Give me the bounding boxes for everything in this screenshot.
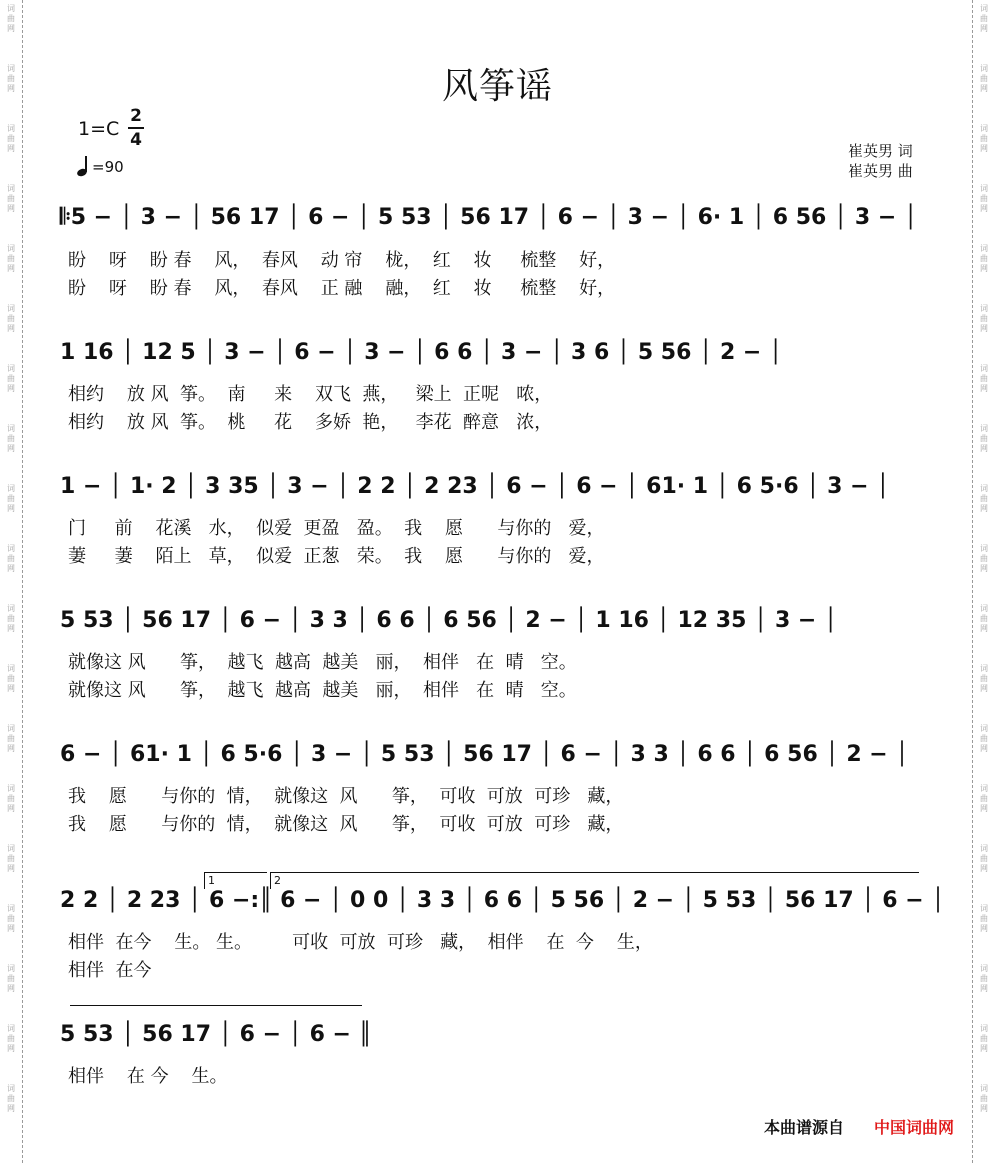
watermark-glyph-stack: 词 曲 网 <box>980 4 988 33</box>
lyric-line-2a: 相约 放 风 筝。 南 来 双飞 燕， 梁上 正呢 哝， <box>68 384 553 405</box>
lyric-line-3b: 萋 萋 陌上 草， 似爱 正葱 荣。 我 愿 与你的 爱， <box>68 546 605 567</box>
watermark-glyph-stack: 词 曲 网 <box>7 4 15 33</box>
watermark-glyph-stack: 词 曲 网 <box>980 124 988 153</box>
second-ending-number: 2 <box>274 874 281 887</box>
notation-line-2: 1 16 │ 12 5 │ 3 − │ 6 − │ 3 − │ 6 6 │ 3 − │ 3 6 │ 5 56 │ 2 − │ <box>60 340 783 365</box>
fraction-bar <box>128 127 144 129</box>
watermark-glyph-stack: 词 曲 网 <box>7 724 15 753</box>
notation-line-1: 𝄆5 − │ 3 − │ 56 17 │ 6 − │ 5 53 │ 56 17 │ 6 − │ 3 − │ 6· 1 │ 6 56 │ 3 − │ <box>60 205 918 230</box>
footer-source-label: 本曲谱源自 <box>764 1118 845 1137</box>
lyric-line-1a: 盼 呀 盼 春 风， 春风 动 帘 栊， 红 妆 梳整 好， <box>68 250 616 271</box>
watermark-glyph-stack: 词 曲 网 <box>7 124 15 153</box>
notation-line-7: 5 53 │ 56 17 │ 6 − │ 6 − ║ <box>60 1022 372 1047</box>
lyric-line-3a: 门 前 花溪 水， 似爱 更盈 盈。 我 愿 与你的 爱， <box>68 518 605 539</box>
watermark-glyph-stack: 词 曲 网 <box>7 1084 15 1113</box>
watermark-glyph-stack: 词 曲 网 <box>7 904 15 933</box>
watermark-glyph-stack: 词 曲 网 <box>7 304 15 333</box>
notation-line-3: 1 − │ 1· 2 │ 3 35 │ 3 − │ 2 2 │ 2 23 │ 6 − │ 6 − │ 61· 1 │ 6 5·6 │ 3 − │ <box>60 474 890 499</box>
key-signature: 1=C <box>78 118 120 140</box>
watermark-glyph-stack: 词 曲 网 <box>980 904 988 933</box>
time-numerator: 2 <box>130 106 142 126</box>
watermark-glyph-stack: 词 曲 网 <box>980 484 988 513</box>
lyric-line-2b: 相约 放 风 筝。 桃 花 多娇 艳， 李花 醉意 浓， <box>68 412 553 433</box>
lyric-line-6a: 相伴 在今 生。 生。 可收 可放 可珍 藏， 相伴 在 今 生， <box>68 932 653 953</box>
quarter-note-icon <box>76 156 90 178</box>
lyric-line-1b: 盼 呀 盼 春 风， 春风 正 融 融， 红 妆 梳整 好， <box>68 278 616 299</box>
watermark-glyph-stack: 词 曲 网 <box>980 244 988 273</box>
tempo-value: =90 <box>92 158 124 176</box>
tempo-marking <box>76 156 124 178</box>
watermark-glyph-stack: 词 曲 网 <box>7 484 15 513</box>
second-ending-bracket <box>270 872 919 889</box>
lyric-line-7a: 相伴 在 今 生。 <box>68 1066 228 1087</box>
footer-site-link[interactable]: 中国词曲网 <box>874 1118 955 1137</box>
watermark-glyph-stack: 词 曲 网 <box>980 544 988 573</box>
watermark-glyph-stack: 词 曲 网 <box>980 1024 988 1053</box>
watermark-glyph-stack: 词 曲 网 <box>980 664 988 693</box>
watermark-glyph-stack: 词 曲 网 <box>7 184 15 213</box>
watermark-glyph-stack: 词 曲 网 <box>980 1084 988 1113</box>
watermark-glyph-stack: 词 曲 网 <box>980 784 988 813</box>
lyric-line-5a: 我 愿 与你的 情， 就像这 风 筝， 可收 可放 可珍 藏， <box>68 786 624 807</box>
watermark-glyph-stack: 词 曲 网 <box>980 304 988 333</box>
watermark-glyph-stack: 词 曲 网 <box>980 184 988 213</box>
lyric-line-4b: 就像这 风 筝， 越飞 越高 越美 丽， 相伴 在 晴 空。 <box>68 680 577 701</box>
song-title: 风筝谣 <box>441 66 553 107</box>
continuation-bracket <box>70 1005 362 1006</box>
first-ending-bracket <box>204 872 267 889</box>
notation-line-5: 6 − │ 61· 1 │ 6 5·6 │ 3 − │ 5 53 │ 56 17 │ 6 − │ 3 3 │ 6 6 │ 6 56 │ 2 − │ <box>60 742 909 767</box>
watermark-glyph-stack: 词 曲 网 <box>7 1024 15 1053</box>
watermark-glyph-stack: 词 曲 网 <box>7 424 15 453</box>
watermark-glyph-stack: 词 曲 网 <box>7 964 15 993</box>
watermark-glyph-stack: 词 曲 网 <box>7 64 15 93</box>
lyric-line-4a: 就像这 风 筝， 越飞 越高 越美 丽， 相伴 在 晴 空。 <box>68 652 577 673</box>
watermark-glyph-stack: 词 曲 网 <box>7 664 15 693</box>
watermark-glyph-stack: 词 曲 网 <box>980 424 988 453</box>
watermark-glyph-stack: 词 曲 网 <box>980 964 988 993</box>
notation-line-6: 2 2 │ 2 23 │ 6 −:║ 6 − │ 0 0 │ 3 3 │ 6 6 │ 5 56 │ 2 − │ 5 53 │ 56 17 │ 6 − │ <box>60 888 945 913</box>
watermark-glyph-stack: 词 曲 网 <box>980 844 988 873</box>
first-ending-number: 1 <box>208 874 215 887</box>
credits <box>848 141 913 181</box>
watermark-glyph-stack: 词 曲 网 <box>980 64 988 93</box>
notation-line-4: 5 53 │ 56 17 │ 6 − │ 3 3 │ 6 6 │ 6 56 │ 2 − │ 1 16 │ 12 35 │ 3 − │ <box>60 608 838 633</box>
lyric-line-5b: 我 愿 与你的 情， 就像这 风 筝， 可收 可放 可珍 藏， <box>68 814 624 835</box>
watermark-glyph-stack: 词 曲 网 <box>980 724 988 753</box>
watermark-glyph-stack: 词 曲 网 <box>7 244 15 273</box>
watermark-glyph-stack: 词 曲 网 <box>7 364 15 393</box>
composer: 崔英男 曲 <box>848 162 913 180</box>
watermark-glyph-stack: 词 曲 网 <box>7 844 15 873</box>
watermark-glyph-stack: 词 曲 网 <box>7 784 15 813</box>
time-signature <box>128 106 144 150</box>
time-denominator: 4 <box>130 130 142 150</box>
watermark-glyph-stack: 词 曲 网 <box>980 604 988 633</box>
watermark-glyph-stack: 词 曲 网 <box>7 604 15 633</box>
lyric-line-6b: 相伴 在今 <box>68 960 152 981</box>
lyricist: 崔英男 词 <box>848 142 913 160</box>
watermark-glyph-stack: 词 曲 网 <box>980 364 988 393</box>
watermark-glyph-stack: 词 曲 网 <box>7 544 15 573</box>
